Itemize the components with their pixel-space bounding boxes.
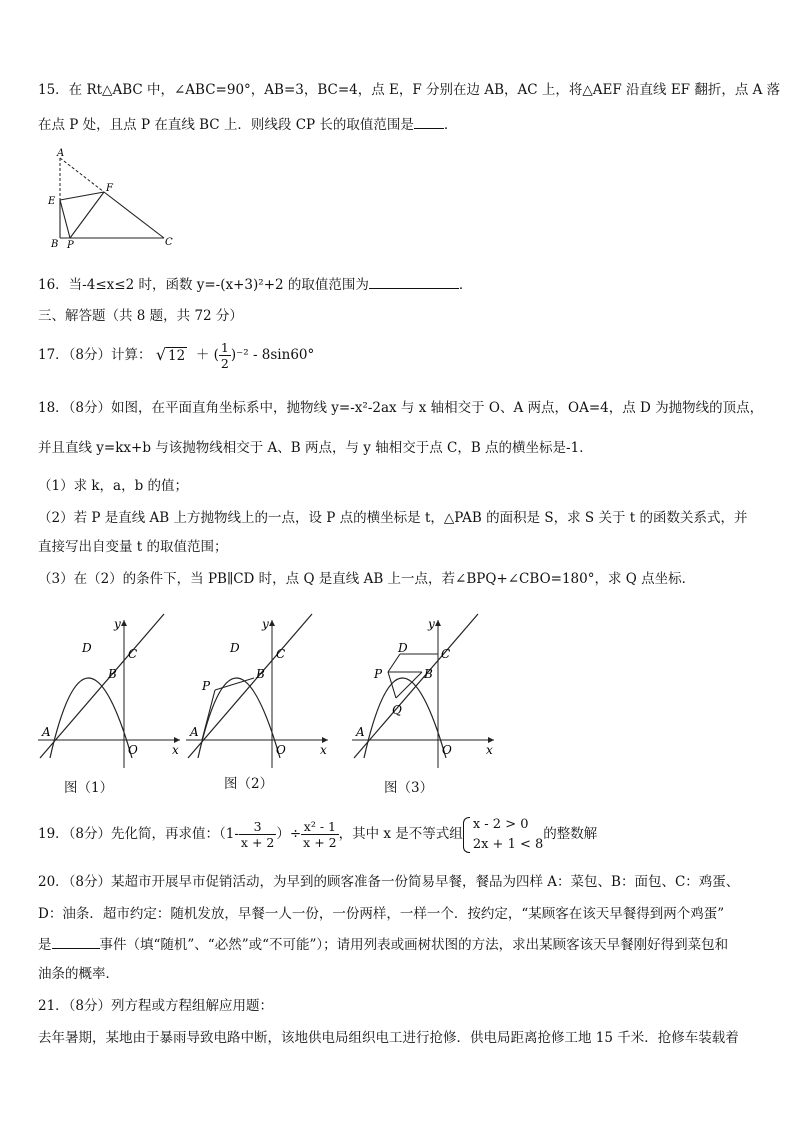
y-axis-arrow-icon	[121, 620, 127, 626]
label-y: y	[262, 617, 269, 631]
label-a: A	[190, 725, 199, 739]
label-x: x	[172, 743, 179, 757]
label-q: Q	[392, 703, 402, 717]
q21-line2: 去年暑期，某地由于暴雨导致电路中断，该地供电局组织电工进行抢修．供电局距离抢修工地 15 千米．抢修车装载着	[38, 1030, 739, 1046]
q18-part1: （1）求 k，a，b 的值；	[38, 478, 189, 494]
q17-prefix: 17．（8分）计算：	[38, 347, 152, 363]
label-f: F	[106, 183, 113, 194]
figure-2-caption: 图（2）	[224, 776, 274, 792]
label-x: x	[486, 743, 493, 757]
segment-pa	[202, 690, 215, 740]
q15-tail: ．	[443, 117, 458, 133]
q19-f1-den: x + 2	[240, 835, 275, 850]
label-y: y	[114, 617, 121, 631]
q19-f2-num: x² - 1	[301, 819, 338, 835]
inequality-system	[463, 815, 543, 855]
q20-answer-blank[interactable]	[52, 934, 100, 949]
label-p: P	[67, 240, 74, 250]
y-axis-arrow-icon	[435, 620, 441, 626]
q20-line2: D：油条．超市约定：随机发放，早餐一人一份，一份两样，一样一个．按约定，“某顾客在该天早餐得到两个鸡蛋”	[38, 906, 725, 922]
q15-answer-blank[interactable]	[414, 114, 444, 129]
y-axis-arrow-icon	[269, 620, 275, 626]
sqrt-expression: √ 12	[155, 345, 186, 364]
q16-tail: ．	[458, 277, 473, 293]
segment-ef	[60, 192, 104, 200]
q16-answer-blank[interactable]	[369, 274, 459, 289]
label-c: C	[276, 647, 286, 661]
segment-pq	[388, 672, 396, 698]
q19-end: 的整数解	[543, 826, 598, 842]
q17-line: 17．（8分）计算： √ 12 ＋ ( $\frac{1}{2}$ )⁻² - 8sin60°	[38, 340, 315, 371]
sqrt-argument: 12	[168, 348, 186, 364]
q17-plus: ＋	[195, 347, 210, 363]
q15-line1: 15．在 Rt△ABC 中，∠ABC=90°，AB=3，BC=4，点 E，F 分别在边 AB，AC 上，将△AEF 沿直线 EF 翻折，点 A 落	[38, 82, 781, 98]
q19-f2-den: x + 2	[303, 835, 337, 850]
parabola	[364, 678, 446, 758]
fraction-num: 1	[220, 340, 229, 355]
line-ab	[354, 614, 478, 758]
q19-fraction-2	[301, 819, 338, 850]
q20-line3b: 事件（填“随机”、“必然”或“不可能”）；请用列表或画树状图的方法，求出某顾客该天早餐刚好得到菜包和	[99, 937, 729, 953]
label-d: D	[230, 641, 240, 655]
q18-part2a: （2）若 P 是直线 AB 上方抛物线上的一点，设 P 点的横坐标是 t，△PAB 的面积是 S，求 S 关于 t 的函数关系式，并	[38, 510, 748, 526]
q19-after: ，其中 x 是不等式组	[338, 826, 463, 842]
q18-figure-2	[182, 608, 332, 770]
label-d: D	[82, 641, 92, 655]
q16-text: 16．当-4≤x≤2 时，函数 y=-(x+3)²+2 的取值范围为	[38, 277, 369, 293]
label-p: P	[374, 667, 383, 681]
q15-triangle-figure	[40, 146, 180, 250]
inequality-1: x - 2 > 0	[472, 816, 529, 832]
q19-fraction-1	[239, 819, 276, 850]
label-b: B	[424, 667, 433, 681]
side-fc	[104, 192, 164, 238]
q20-line4: 油条的概率．	[38, 966, 119, 982]
label-a: A	[57, 148, 65, 159]
segment-pf	[70, 192, 104, 238]
label-o: O	[442, 743, 452, 757]
q17-rest: ⁻² - 8sin60°	[236, 347, 315, 363]
label-b: B	[108, 667, 117, 681]
section-3-heading: 三、解答题（共 8 题，共 72 分）	[38, 308, 243, 324]
q21-line1: 21．（8分）列方程或方程组解应用题：	[38, 998, 274, 1014]
q20-line3a: 是	[38, 937, 52, 953]
q18-part3: （3）在（2）的条件下，当 PB∥CD 时，点 Q 是直线 AB 上一点，若∠BPQ+∠CBO=180°，求 Q 点坐标．	[38, 571, 696, 587]
label-x: x	[320, 743, 327, 757]
figure-1-caption: 图（1）	[64, 780, 114, 796]
label-c: C	[128, 647, 138, 661]
segment-pd	[388, 654, 400, 672]
parabola	[198, 678, 280, 758]
q18-line2: 并且直线 y=kx+b 与该抛物线相交于 A、B 两点，与 y 轴相交于点 C，B 点的横坐标是-1．	[38, 440, 593, 456]
line-ab	[40, 614, 164, 758]
q19-mid: ）÷	[276, 826, 302, 842]
q19-line	[38, 814, 764, 858]
q15-line2	[38, 114, 764, 135]
figure-3-caption: 图（3）	[384, 780, 434, 796]
label-o: O	[276, 743, 286, 757]
label-d: D	[398, 641, 408, 655]
q18-figure-1	[34, 608, 184, 770]
q19-prefix: 19．（8分）先化简，再求值：（1-	[38, 826, 239, 842]
label-e: E	[48, 196, 56, 207]
fraction-den: 2	[220, 356, 229, 371]
label-p: P	[202, 679, 211, 693]
q18-figure-3	[348, 608, 498, 770]
q15-line2-text: 在点 P 处，且点 P 在直线 BC 上．则线段 CP 长的取值范围是	[38, 117, 414, 133]
q18-part2b: 直接写出自变量 t 的取值范围；	[38, 539, 228, 555]
label-o: O	[128, 743, 138, 757]
label-b: B	[256, 667, 265, 681]
label-c: C	[165, 237, 173, 248]
parabola	[50, 678, 132, 758]
segment-ep	[60, 200, 70, 238]
q19-f1-num: 3	[239, 819, 276, 835]
fraction-half	[219, 340, 231, 371]
q18-line1: 18．（8分）如图，在平面直角坐标系中，抛物线 y=-x²-2ax 与 x 轴相交于 O、A 两点，OA=4，点 D 为抛物线的顶点，	[38, 400, 764, 416]
q16-line	[38, 274, 764, 295]
q20-line3	[38, 934, 764, 955]
q20-line1: 20．（8分）某超市开展早市促销活动，为早到的顾客准备一份简易早餐，餐品为四样 A：菜包、B：面包、C：鸡蛋、	[38, 874, 740, 890]
inequality-2: 2x + 1 < 8	[472, 836, 544, 852]
label-b: B	[51, 239, 59, 250]
label-y: y	[428, 617, 435, 631]
label-a: A	[42, 725, 51, 739]
label-c: C	[441, 647, 451, 661]
label-a: A	[356, 725, 365, 739]
fold-line-af	[60, 158, 104, 192]
